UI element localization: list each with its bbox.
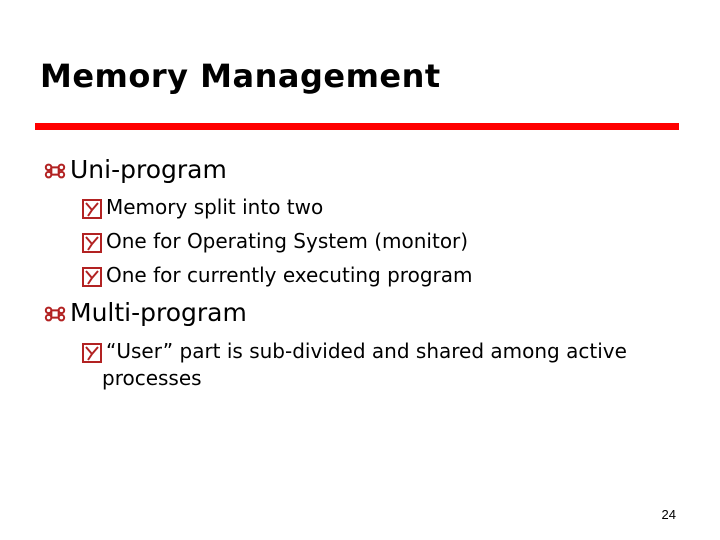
- bullet-uni-program: [44, 155, 227, 185]
- sub-bullet-text: Memory split into two: [106, 195, 324, 219]
- command-key-icon: [44, 303, 66, 325]
- section-label: Uni-program: [70, 155, 227, 184]
- section-label: Multi-program: [70, 298, 247, 327]
- sub-bullet-text: One for Operating System (monitor): [106, 229, 469, 253]
- title-underline: [35, 123, 679, 130]
- y-box-icon: [82, 343, 102, 363]
- sub-bullet: [82, 262, 662, 289]
- y-box-icon: [82, 267, 102, 287]
- command-key-icon: [44, 160, 66, 182]
- sub-bullet: [82, 194, 662, 221]
- sub-bullet-text-continued: processes: [102, 366, 202, 390]
- page-number: 24: [661, 507, 676, 522]
- bullet-multi-program: [44, 298, 247, 328]
- sub-bullet-text: “User” part is sub-divided and shared among active: [106, 339, 627, 363]
- y-box-icon: [82, 199, 102, 219]
- y-box-icon: [82, 233, 102, 253]
- sub-bullet-text: One for currently executing program: [106, 263, 473, 287]
- slide-title: Memory Management: [40, 57, 441, 95]
- sub-bullet: [82, 228, 662, 255]
- sub-bullet: [82, 338, 662, 392]
